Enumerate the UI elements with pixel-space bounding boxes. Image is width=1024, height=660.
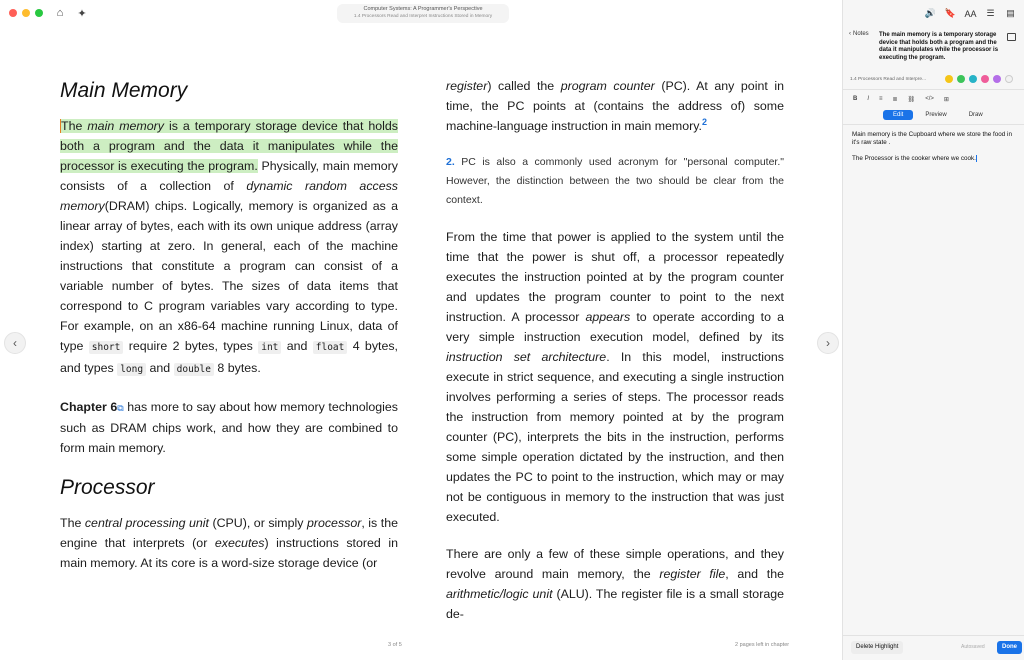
- expand-icon[interactable]: [1007, 33, 1016, 41]
- note-title: The main memory is a temporary storage device that holds both a program and the data it manipulates while the processor is executing the program.: [879, 32, 999, 61]
- maximize-window-button[interactable]: [35, 9, 43, 17]
- italic-icon[interactable]: I: [867, 96, 870, 102]
- tab-edit[interactable]: Edit: [883, 110, 913, 120]
- numbered-list-icon[interactable]: ≣: [892, 97, 898, 103]
- book-title-pill[interactable]: [337, 4, 509, 23]
- paragraph-execution-model: From the time that power is applied to the system until the time that the power is shut off, a processor repeatedly executes the instruction pointed at by the program counter and updates the program counter to point to the next instruction. A processor appears to operate according to a very simple instruction execution model, defined by its instruction set architecture. In this model, instructions execute in strict sequence, and executing a single instruction involves performing a series of steps. The processor reads the instruction from memory pointed at by the program counter (PC), interprets the bits in the instruction, performs some simple operation dictated by the instruction, and then updates the PC to point to the instruction, which may or may not be contiguous in memory to the instruction that was just executed.: [446, 230, 784, 524]
- highlight-color-picker: [945, 75, 1013, 83]
- notes-back-button[interactable]: [849, 31, 869, 37]
- note-editor[interactable]: [852, 131, 1018, 171]
- color-swatch-pink[interactable]: [981, 75, 989, 83]
- paragraph-main-memory: The main memory is a temporary storage device that holds both a program and the data it manipulates while the processor is executing the program. Physically, main memory consists of a collection of dynamic random access memory(DRAM) chips. Logically, memory is organized as a linear array of bytes, each with its own unique address (array index) starting at zero. In general, each of the machine instructions that constitute a program can consist of a variable number of bytes. The sizes of data items that correspond to C program variables vary according to type. For example, on an x86-64 machine running Linux, data of type short require 2 bytes, types int and float 4 bytes, and types long and double 8 bytes.: [60, 119, 399, 375]
- panel-toolbar: [923, 6, 1018, 22]
- color-swatch-clear[interactable]: [1005, 75, 1013, 83]
- paragraph-processor: The central processing unit (CPU), or simply processor, is the engine that interprets (or executes) instructions stored in main memory. At its core is a word-size storage device (or: [60, 516, 398, 570]
- heading-main-memory: Main Memory: [60, 79, 188, 102]
- panel-footer: [851, 641, 1019, 655]
- footnote-ref[interactable]: 2: [701, 116, 707, 127]
- highlight[interactable]: The main memory is a temporary storage device that holds both a program and the data it manipulates while the processor is executing the program.: [60, 119, 399, 173]
- note-chapter-ref[interactable]: 1.4 Processors Read and Interpre...: [850, 77, 926, 82]
- done-button[interactable]: Done: [997, 641, 1022, 654]
- paragraph-chapter6: Chapter 6⧉ has more to say about how memory technologies such as DRAM chips work, and how they are combined to form main memory.: [60, 400, 398, 455]
- bold-icon[interactable]: B: [853, 96, 858, 102]
- chevron-left-icon: ‹: [13, 336, 17, 350]
- note-mode-tabs: [883, 110, 993, 120]
- text-size-icon[interactable]: AA: [964, 8, 977, 19]
- notes-label: Notes: [853, 31, 869, 37]
- bullet-list-icon[interactable]: ≡: [879, 96, 883, 102]
- paragraph-operations: There are only a few of these simple operations, and they revolve around main memory, the register file, and the arithmetic/logic unit (ALU). The register file is a small storage de-: [446, 547, 784, 621]
- notes-panel: [842, 0, 1024, 660]
- previous-page-button[interactable]: [4, 332, 26, 354]
- color-swatch-teal[interactable]: [969, 75, 977, 83]
- window-controls: [9, 9, 43, 17]
- paragraph-program-counter: register) called the program counter (PC). At any point in time, the PC points at (contains the address of) some machine-language instruction in main memory.$^2$: [446, 79, 784, 133]
- list-icon[interactable]: ☰: [986, 8, 995, 18]
- sparkle-icon[interactable]: ✦: [77, 7, 87, 20]
- tab-draw[interactable]: Draw: [968, 112, 983, 118]
- book-title: Computer Systems: A Programmer's Perspective: [363, 6, 483, 12]
- close-window-button[interactable]: [9, 9, 17, 17]
- divider: [843, 124, 1024, 125]
- next-page-button[interactable]: [817, 332, 839, 354]
- color-swatch-yellow[interactable]: [945, 75, 953, 83]
- tab-preview[interactable]: Preview: [925, 112, 947, 118]
- heading-processor: Processor: [60, 476, 155, 499]
- chevron-left-icon: ‹: [849, 31, 851, 37]
- book-column-right: [446, 76, 784, 641]
- footnote: 2. PC is also a commonly used acronym for "personal computer." However, the distinction between the two should be clear from the context.: [446, 156, 784, 206]
- color-swatch-green[interactable]: [957, 75, 965, 83]
- top-left-toolbar: [52, 5, 90, 21]
- delete-highlight-button[interactable]: Delete Highlight: [851, 641, 903, 654]
- home-icon[interactable]: ⌂: [56, 7, 64, 19]
- note-line: The Processor is the cooker where we cook.: [852, 155, 976, 163]
- pages-left-indicator: 2 pages left in chapter: [735, 642, 790, 648]
- table-icon[interactable]: ⊞: [943, 97, 949, 103]
- autosave-status: Autosaved: [961, 644, 985, 650]
- note-line: Main memory is the Cupboard where we store the food in it's raw state .: [852, 131, 1012, 146]
- section-subtitle: 1.4 Processors Read and Interpret Instructions Stored in Memory: [353, 14, 493, 19]
- bookmark-icon[interactable]: 🔖: [944, 8, 957, 18]
- chapter6-link[interactable]: Chapter 6: [60, 400, 118, 414]
- color-swatch-purple[interactable]: [993, 75, 1001, 83]
- minimize-window-button[interactable]: [22, 9, 30, 17]
- speaker-icon[interactable]: 🔊: [924, 8, 937, 18]
- sidebar-icon[interactable]: ▤: [1006, 8, 1015, 18]
- book-column-left: [60, 70, 398, 590]
- chevron-right-icon: ›: [826, 336, 830, 350]
- code-icon[interactable]: </>: [925, 96, 934, 102]
- format-toolbar: [853, 96, 949, 103]
- divider: [843, 89, 1024, 90]
- page-indicator: 3 of 5: [388, 642, 402, 648]
- external-link-icon[interactable]: ⧉: [117, 403, 124, 413]
- text-cursor: [976, 155, 977, 162]
- divider: [843, 635, 1024, 636]
- link-icon[interactable]: ⛓: [907, 97, 916, 103]
